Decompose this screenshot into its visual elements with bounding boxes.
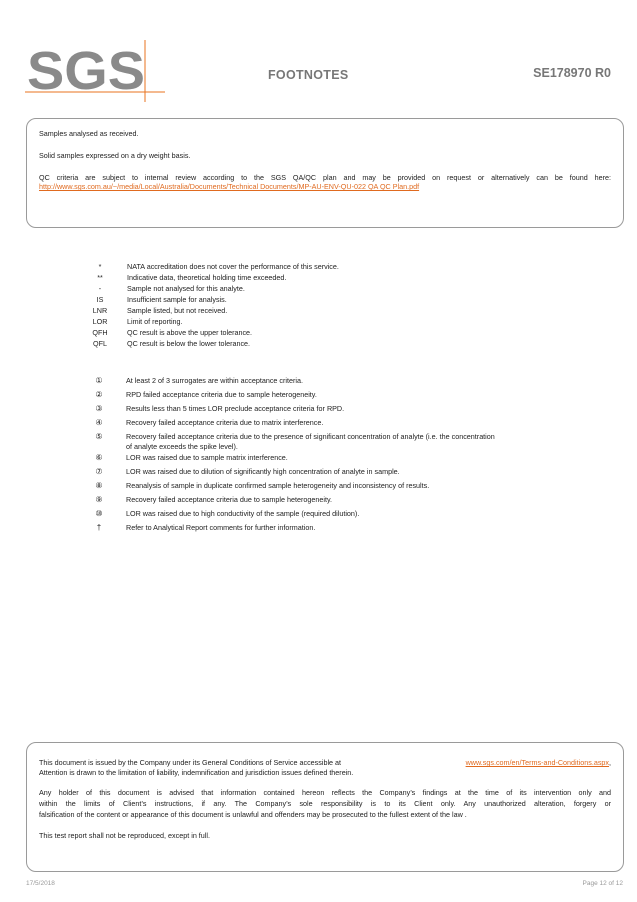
legal-terms-line: This document is issued by the Company under its General Conditions of Service accessible at www.sgs.com/en/Terms-and-Conditions.aspx,	[39, 758, 611, 767]
qc-note-text: Recovery failed acceptance criteria due to sample heterogeneity.	[126, 495, 333, 504]
qc-note-text: Results less than 5 times LOR preclude acceptance criteria for RPD.	[126, 404, 345, 413]
svg-text:SGS: SGS	[27, 41, 145, 101]
qc-note-symbol: ②	[95, 390, 103, 399]
legal-box	[26, 742, 624, 872]
qc-note-symbol: ⑦	[95, 467, 103, 476]
page-title: FOOTNOTES	[268, 68, 349, 82]
qc-note-symbol: ⑤	[95, 432, 103, 441]
abbreviation-text: Indicative data, theoretical holding time exceeded.	[127, 273, 287, 282]
note-qc-criteria: QC criteria are subject to internal review according to the SGS QA/QC plan and may be provided on request or alternatively can be found here:	[39, 173, 611, 182]
qc-note-text: At least 2 of 3 surrogates are within acceptance criteria.	[126, 376, 303, 385]
abbreviation-text: NATA accreditation does not cover the performance of this service.	[127, 262, 339, 271]
qc-note-symbol: ③	[95, 404, 103, 413]
qc-note-text: LOR was raised due to sample matrix interference.	[126, 453, 288, 462]
qc-note-symbol: ⑥	[95, 453, 103, 462]
qc-note-text: Reanalysis of sample in duplicate confirmed sample heterogeneity and inconsistency of results.	[126, 481, 430, 490]
qc-note-text: Refer to Analytical Report comments for further information.	[126, 523, 316, 532]
sgs-logo	[25, 40, 165, 102]
abbreviation-symbol: **	[97, 273, 103, 282]
notes-box	[26, 118, 624, 228]
qc-note-text: LOR was raised due to dilution of significantly high concentration of analyte in sample.	[126, 467, 400, 476]
qc-note-symbol: ⑩	[95, 509, 103, 518]
legal-holder-line-3: falsification of the content or appearance of this document is unlawful and offenders may be prosecuted to the fullest extent of the law .	[39, 810, 467, 819]
abbreviation-symbol: LNR	[92, 306, 108, 315]
qc-note-symbol: ⑨	[95, 495, 103, 504]
abbreviation-symbol: LOR	[92, 317, 108, 326]
legal-terms-text: This document is issued by the Company under its General Conditions of Service accessible at	[39, 758, 342, 767]
page-number: Page 12 of 12	[582, 880, 623, 887]
note-received: Samples analysed as received.	[39, 129, 139, 138]
abbreviation-text: QC result is above the upper tolerance.	[127, 328, 253, 337]
legal-holder-line-1: Any holder of this document is advised that information contained hereon reflects the Company’s findings at the time of its intervention only and	[39, 788, 611, 797]
legal-reproduction-text: This test report shall not be reproduced, except in full.	[39, 831, 210, 840]
abbreviation-symbol: -	[98, 284, 102, 293]
abbreviation-symbol: IS	[96, 295, 104, 304]
footer-date: 17/5/2018	[26, 880, 55, 887]
abbreviation-symbol: QFH	[92, 328, 108, 337]
qc-note-symbol: ⑧	[95, 481, 103, 490]
qc-note-symbol: ①	[95, 376, 103, 385]
qc-note-text: RPD failed acceptance criteria due to sample heterogeneity.	[126, 390, 317, 399]
abbreviation-text: Sample not analysed for this analyte.	[127, 284, 245, 293]
qc-note-symbol: †	[96, 523, 102, 532]
abbreviation-text: QC result is below the lower tolerance.	[127, 339, 251, 348]
abbreviation-symbol: *	[98, 262, 102, 271]
qc-note-text: LOR was raised due to high conductivity of the sample (required dilution).	[126, 509, 360, 518]
abbreviation-symbol: QFL	[93, 339, 107, 348]
abbreviation-text: Limit of reporting.	[127, 317, 183, 326]
note-dry-weight: Solid samples expressed on a dry weight basis.	[39, 151, 191, 160]
qc-plan-link[interactable]: http://www.sgs.com.au/~/media/Local/Australia/Documents/Technical Documents/MP-AU-ENV-QU-022 QA QC Plan.pdf	[39, 182, 420, 191]
report-id: SE178970 R0	[533, 66, 611, 80]
qc-note-text: Recovery failed acceptance criteria due to matrix interference.	[126, 418, 324, 427]
terms-link[interactable]: www.sgs.com/en/Terms-and-Conditions.aspx	[465, 758, 609, 767]
abbreviation-text: Insufficient sample for analysis.	[127, 295, 227, 304]
legal-liability-text: Attention is drawn to the limitation of liability, indemnification and jurisdiction issues defined therein.	[39, 768, 354, 777]
qc-note-symbol: ④	[95, 418, 103, 427]
qc-note-text: Recovery failed acceptance criteria due to the presence of significant concentration of analyte (i.e. the concentration of analyte exceeds the spike level).	[126, 432, 495, 451]
legal-holder-line-2: within the limits of Client’s instructions, if any. The Company’s sole responsibility is to its Client only. Any unauthorized alteration, forgery or	[39, 799, 611, 808]
abbreviation-text: Sample listed, but not received.	[127, 306, 228, 315]
